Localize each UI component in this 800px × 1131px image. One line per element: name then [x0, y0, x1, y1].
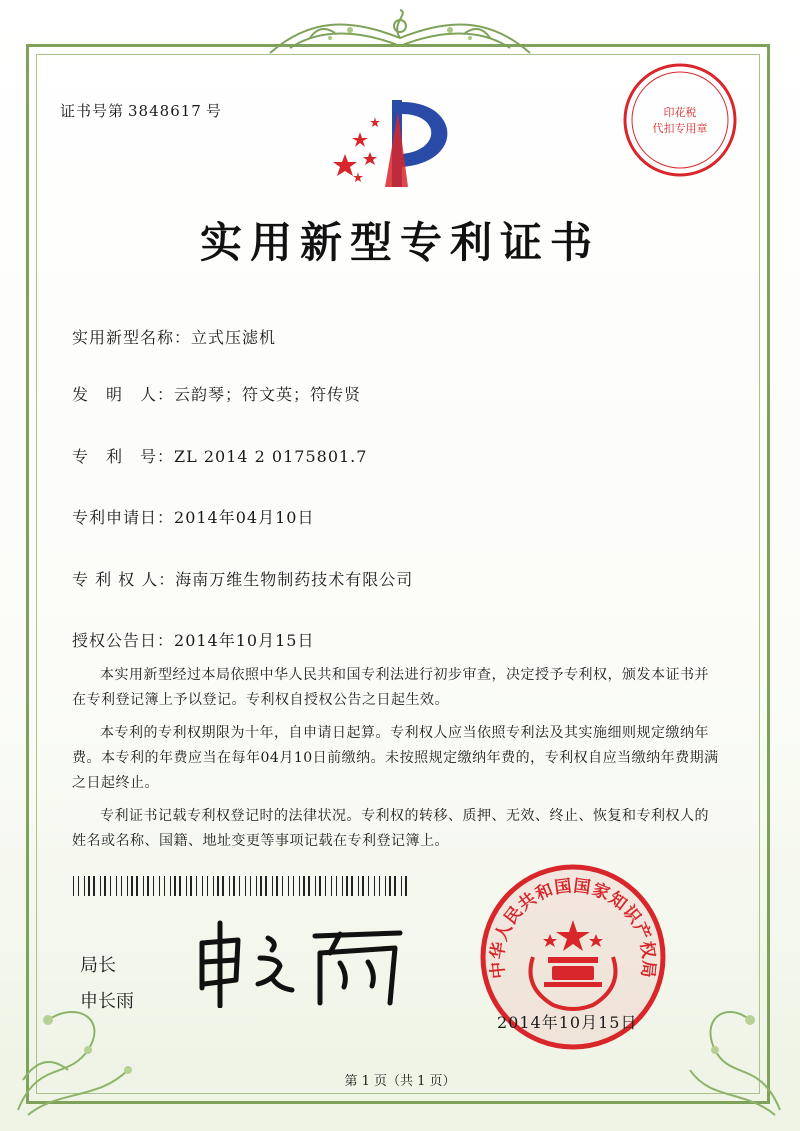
svg-text:代扣专用章: 代扣专用章: [652, 122, 708, 135]
field-label: 专 利 号：: [72, 447, 175, 466]
field-label: 实用新型名称：: [72, 328, 192, 347]
handwritten-signature-icon: [190, 918, 430, 1008]
director-title: 局长: [80, 955, 116, 976]
field-label: 专 利 权 人：: [72, 570, 176, 589]
cert-no-label: 证书号第: [60, 102, 125, 120]
director-block: [80, 948, 134, 1020]
field-value: 云韵琴；符文英；符传贤: [174, 385, 362, 404]
certificate-title: 实用新型专利证书: [199, 218, 600, 267]
issue-date: 2014年10月15日: [497, 1013, 638, 1032]
cert-no-suffix: 号: [205, 102, 222, 120]
inventors: [72, 382, 361, 405]
patent-number: [72, 444, 367, 467]
director-name: 申长雨: [80, 991, 134, 1012]
legal-statement: [72, 663, 722, 862]
patentee: [72, 567, 413, 590]
svg-text:印花税: 印花税: [663, 106, 697, 119]
page-number: 第 1 页（共 1 页）: [344, 1074, 456, 1089]
field-value: 2014年10月15日: [174, 631, 315, 650]
cnipa-logo-icon: [330, 92, 470, 192]
field-value: ZL 2014 2 0175801.7: [174, 447, 368, 466]
application-date: [72, 505, 314, 528]
corner-ornament-icon: [680, 960, 790, 1120]
certificate-number: [60, 100, 226, 121]
cert-no-value: 3848617: [128, 102, 202, 120]
tax-stamp-seal-icon: [620, 60, 740, 180]
svg-text:中华人民共和国国家知识产权局: 中华人民共和国国家知识产权局: [487, 876, 659, 980]
field-label: 授权公告日：: [72, 631, 175, 650]
field-value: 2014年04月10日: [174, 508, 315, 527]
paragraph: 本专利的专利权期限为十年，自申请日起算。专利权人应当依照专利法及其实施细则规定缴纳年费。本专利的年费应当在每年04月10日前缴纳。未按照规定缴纳年费的，专利权自应当缴纳年费期满之日起终止。: [72, 725, 719, 791]
field-value: 海南万维生物制药技术有限公司: [175, 570, 414, 589]
field-value: 立式压滤机: [191, 328, 277, 347]
grant-announcement-date: [72, 628, 314, 651]
top-ornament-icon: [250, 8, 550, 63]
utility-model-name: [72, 325, 276, 348]
field-label: 专利申请日：: [72, 508, 175, 527]
field-label: 发 明 人：: [72, 385, 175, 404]
barcode-icon: [73, 876, 413, 896]
paragraph: 本实用新型经过本局依照中华人民共和国专利法进行初步审查，决定授予专利权，颁发本证书并在专利登记簿上予以登记。专利权自授权公告之日起生效。: [72, 667, 709, 708]
paragraph: 专利证书记载专利权登记时的法律状况。专利权的转移、质押、无效、终止、恢复和专利权人的姓名或名称、国籍、地址变更等事项记载在专利登记簿上。: [72, 808, 709, 849]
